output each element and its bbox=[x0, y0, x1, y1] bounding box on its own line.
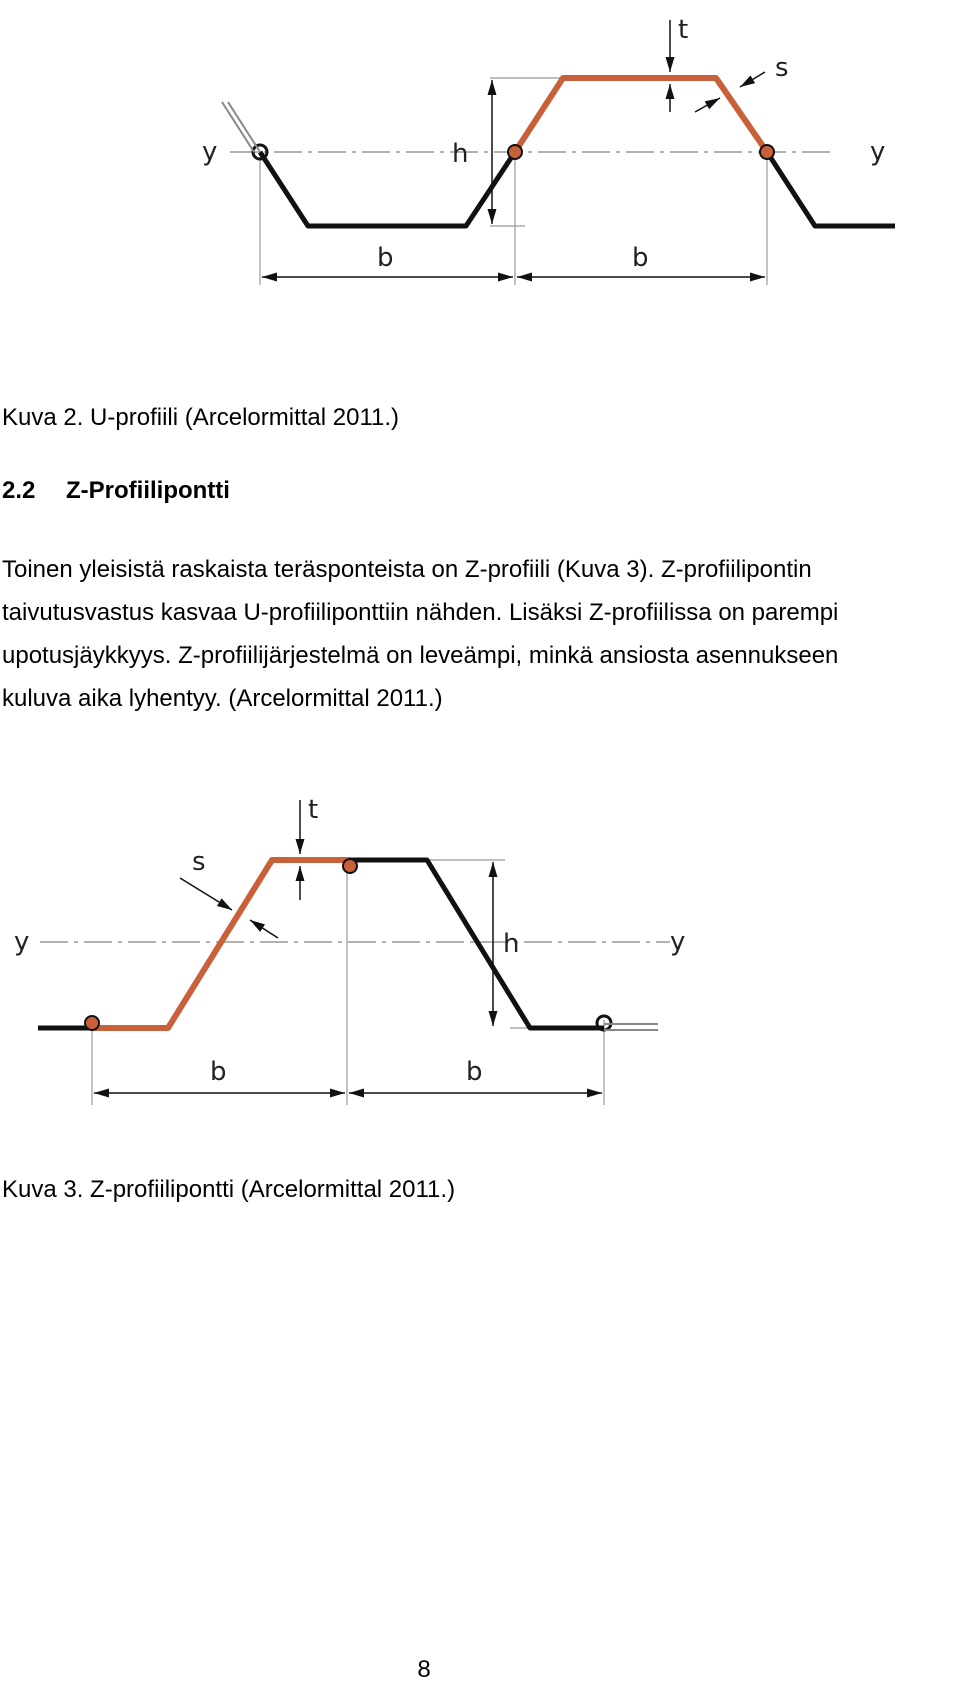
body-paragraph bbox=[2, 548, 960, 720]
figure-caption-u: Kuva 2. U-profiili (Arcelormittal 2011.) bbox=[2, 404, 400, 431]
paragraph-line: taivutusvastus kasvaa U-profiiliponttiin nähden. Lisäksi Z-profiilissa on parempi bbox=[2, 599, 839, 626]
s-label: s bbox=[775, 53, 789, 83]
u-profile-highlight-section bbox=[515, 78, 767, 152]
paragraph-line: upotusjäykkyys. Z-profiilijärjestelmä on leveämpi, minkä ansiosta asennukseen bbox=[2, 642, 839, 669]
interlock-icon bbox=[508, 145, 522, 159]
u-profile-figure bbox=[190, 0, 910, 300]
b-label-right: b bbox=[632, 243, 649, 273]
h-label: h bbox=[452, 139, 469, 169]
section-number: 2.2 bbox=[2, 477, 36, 504]
section-heading bbox=[2, 476, 230, 506]
interlock-icon bbox=[85, 1016, 99, 1030]
t-label: t bbox=[308, 795, 319, 825]
paragraph-line: kuluva aika lyhentyy. (Arcelormittal 2011.) bbox=[2, 685, 443, 712]
z-profile-figure bbox=[0, 780, 720, 1120]
h-label: h bbox=[503, 929, 520, 959]
z-profile-highlight-section bbox=[92, 860, 350, 1028]
u-profile-black-section bbox=[260, 152, 515, 226]
y-label-left: y bbox=[14, 927, 30, 957]
y-label-left: y bbox=[202, 137, 218, 167]
t-label: t bbox=[678, 15, 689, 45]
b-label-right: b bbox=[466, 1057, 483, 1087]
interlock-icon bbox=[760, 145, 774, 159]
y-label-right: y bbox=[870, 137, 886, 167]
page-number: 8 bbox=[417, 1656, 431, 1683]
y-label-right: y bbox=[670, 927, 686, 957]
paragraph-line: Toinen yleisistä raskaista teräsponteista on Z-profiili (Kuva 3). Z-profiilipontin bbox=[2, 556, 812, 583]
figure-caption-z: Kuva 3. Z-profiilipontti (Arcelormittal 2011.) bbox=[2, 1176, 456, 1203]
interlock-icon bbox=[343, 859, 357, 873]
s-label: s bbox=[192, 847, 206, 877]
section-title: Z-Profiilipontti bbox=[66, 477, 230, 504]
b-label-left: b bbox=[377, 243, 394, 273]
b-label-left: b bbox=[210, 1057, 227, 1087]
